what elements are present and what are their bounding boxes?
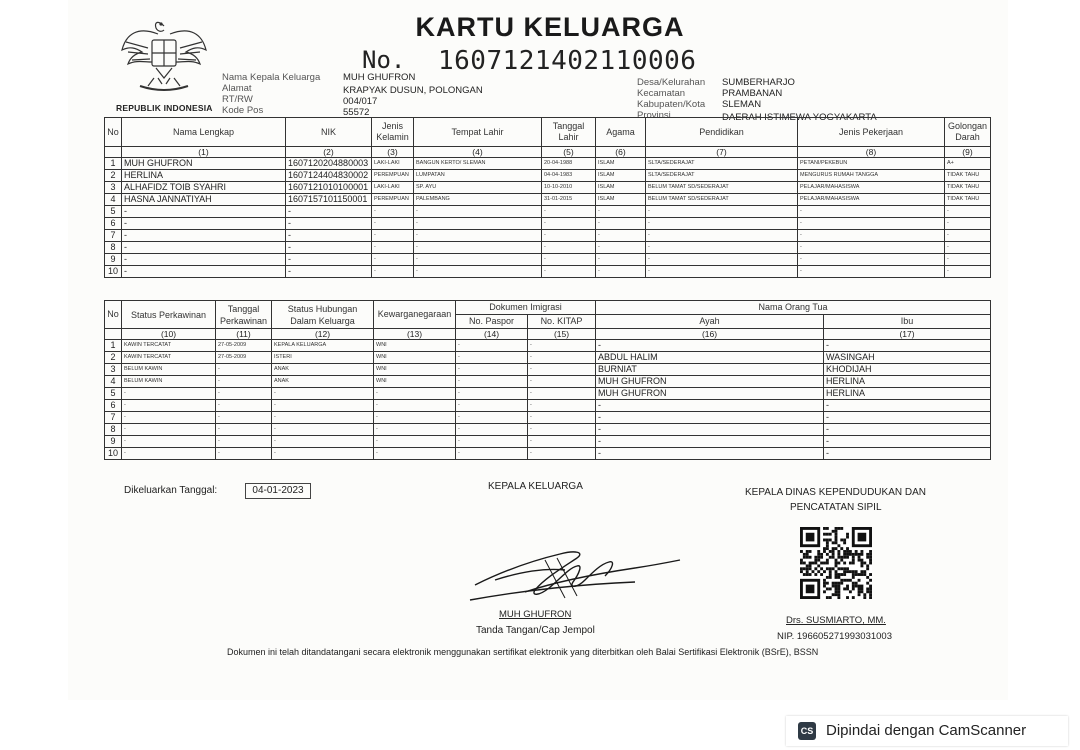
table-row	[105, 182, 991, 194]
table-cell: BANGUN KERTO/ SLEMAN	[414, 158, 542, 170]
table-cell: -	[372, 254, 414, 266]
table-cell: -	[272, 424, 374, 436]
table-cell: -	[372, 206, 414, 218]
table-cell: -	[824, 340, 991, 352]
header-label-provinsi: Provinsi	[637, 110, 671, 121]
table-cell: 5	[105, 388, 122, 400]
table-cell: -	[122, 436, 216, 448]
table-cell: -	[286, 254, 372, 266]
col-header-jenis-pekerjaan: Jenis Pekerjaan	[798, 118, 945, 147]
header-label-desa: Desa/Kelurahan	[637, 77, 706, 88]
table-cell: -	[542, 242, 596, 254]
table-cell: HERLINA	[824, 376, 991, 388]
table-cell: -	[528, 364, 596, 376]
table-cell: -	[414, 266, 542, 278]
table-cell: HERLINA	[824, 388, 991, 400]
table-cell: -	[374, 400, 456, 412]
table-row	[105, 352, 991, 364]
col-index: (16)	[596, 329, 824, 340]
table-cell: -	[528, 340, 596, 352]
table-cell: 04-04-1983	[542, 170, 596, 182]
table-cell: -	[122, 230, 286, 242]
table-cell: -	[414, 230, 542, 242]
table-cell: -	[414, 242, 542, 254]
table-cell: -	[542, 254, 596, 266]
table-row	[105, 158, 991, 170]
col-header-status-perkawinan: Status Perkawinan	[122, 301, 216, 329]
table-cell: -	[272, 436, 374, 448]
table-cell: 1	[105, 340, 122, 352]
col-index: (7)	[646, 147, 798, 158]
table-cell: KAWIN TERCATAT	[122, 352, 216, 364]
camscanner-icon: CS	[798, 722, 816, 740]
table-cell: 3	[105, 182, 122, 194]
table-cell: 20-04-1988	[542, 158, 596, 170]
table-cell: -	[216, 400, 272, 412]
table-cell: -	[528, 352, 596, 364]
column-index-row	[105, 147, 991, 158]
table-cell: -	[798, 254, 945, 266]
table-cell: LAKI-LAKI	[372, 182, 414, 194]
table-cell: 2	[105, 352, 122, 364]
table-cell: -	[456, 424, 528, 436]
table-cell: -	[945, 230, 991, 242]
col-index: (8)	[798, 147, 945, 158]
table-cell: -	[798, 242, 945, 254]
table-cell: MUH GHUFRON	[596, 376, 824, 388]
table-cell: 4	[105, 376, 122, 388]
col-index: (9)	[945, 147, 991, 158]
col-index: (13)	[374, 329, 456, 340]
table-cell: BURNIAT	[596, 364, 824, 376]
table-cell: -	[122, 206, 286, 218]
table-cell: MUH GHUFRON	[596, 388, 824, 400]
col-header-nama-orang-tua: Nama Orang Tua	[596, 301, 991, 315]
table-cell: -	[646, 266, 798, 278]
table-cell: -	[272, 388, 374, 400]
table-cell: -	[286, 206, 372, 218]
col-header-nama: Nama Lengkap	[122, 118, 286, 147]
table-cell: -	[456, 412, 528, 424]
table-cell: -	[272, 448, 374, 460]
table-cell: 31-01-2015	[542, 194, 596, 206]
col-index: (15)	[528, 329, 596, 340]
table-cell: -	[456, 400, 528, 412]
table-cell: -	[122, 448, 216, 460]
col-header-kitap: No. KITAP	[528, 315, 596, 329]
table-cell: ISLAM	[596, 182, 646, 194]
table-cell: -	[646, 242, 798, 254]
table-row	[105, 170, 991, 182]
table-cell: 8	[105, 424, 122, 436]
table-cell: -	[374, 424, 456, 436]
table-cell: SLTA/SEDERAJAT	[646, 170, 798, 182]
table-cell: ALHAFIDZ TOIB SYAHRI	[122, 182, 286, 194]
family-members-table	[104, 117, 991, 278]
table-cell: -	[216, 436, 272, 448]
table-row	[105, 448, 991, 460]
table-cell: -	[216, 424, 272, 436]
table-cell: -	[596, 424, 824, 436]
table-cell: -	[456, 364, 528, 376]
table-cell: 8	[105, 242, 122, 254]
col-index: (11)	[216, 329, 272, 340]
camscanner-label: Dipindai dengan CamScanner	[826, 722, 1027, 739]
table-cell: -	[824, 424, 991, 436]
table-cell: ISLAM	[596, 194, 646, 206]
table-cell: -	[798, 218, 945, 230]
table-row	[105, 424, 991, 436]
header-label-kodepos: Kode Pos	[222, 105, 264, 116]
table-row	[105, 218, 991, 230]
table-cell: -	[122, 254, 286, 266]
table-cell: -	[798, 230, 945, 242]
table-cell: LAKI-LAKI	[372, 158, 414, 170]
dinas-official-name: Drs. SUSMIARTO, MM.	[786, 615, 886, 626]
table-row	[105, 388, 991, 400]
table-cell: -	[596, 218, 646, 230]
table-row	[105, 400, 991, 412]
table-cell: -	[456, 340, 528, 352]
table-row	[105, 436, 991, 448]
table-cell: -	[122, 388, 216, 400]
table-cell: BELUM TAMAT SD/SEDERAJAT	[646, 194, 798, 206]
table-cell: 27-05-2009	[216, 340, 272, 352]
table-cell: PALEMBANG	[414, 194, 542, 206]
col-index: (14)	[456, 329, 528, 340]
e-signature-disclaimer: Dokumen ini telah ditandatangani secara elektronik menggunakan sertifikat elektronik yang diterbitkan oleh Balai Sertifikasi Elektronik (BSrE), BSSN	[227, 647, 819, 657]
table-cell: -	[216, 364, 272, 376]
header-value-kecamatan: PRAMBANAN	[722, 88, 783, 99]
document-title: KARTU KELUARGA	[415, 12, 685, 42]
table-cell: TIDAK TAHU	[945, 194, 991, 206]
header-value-kepala: MUH GHUFRON	[343, 72, 416, 83]
table-cell: -	[824, 436, 991, 448]
table-cell: -	[414, 206, 542, 218]
table-cell: -	[945, 206, 991, 218]
table-cell: -	[824, 400, 991, 412]
table-row	[105, 364, 991, 376]
table-cell: -	[798, 266, 945, 278]
table-cell: BELUM KAWIN	[122, 364, 216, 376]
table-cell: -	[542, 206, 596, 218]
table-cell: PEREMPUAN	[372, 170, 414, 182]
dinas-title-line1: KEPALA DINAS KEPENDUDUKAN DAN	[745, 487, 926, 498]
table-cell: PELAJAR/MAHASISWA	[798, 182, 945, 194]
table-cell: 1607120204880003	[286, 158, 372, 170]
table-cell: -	[456, 436, 528, 448]
table-cell: -	[216, 448, 272, 460]
table-cell: ISTERI	[272, 352, 374, 364]
col-index: (17)	[824, 329, 991, 340]
table-cell: 10-10-2010	[542, 182, 596, 194]
table-cell: A+	[945, 158, 991, 170]
col-index: (6)	[596, 147, 646, 158]
table-cell: -	[528, 436, 596, 448]
issued-date: 04-01-2023	[245, 483, 311, 499]
table-row	[105, 230, 991, 242]
table-cell: SLTA/SEDERAJAT	[646, 158, 798, 170]
table-cell: -	[216, 388, 272, 400]
table-cell: -	[122, 266, 286, 278]
column-index-row	[105, 329, 991, 340]
table-cell: -	[528, 376, 596, 388]
table-cell: 7	[105, 230, 122, 242]
col-header-nik: NIK	[286, 118, 372, 147]
col-index: (1)	[122, 147, 286, 158]
table-cell: -	[414, 254, 542, 266]
table-cell: -	[122, 424, 216, 436]
table-cell: PETANI/PEKEBUN	[798, 158, 945, 170]
col-header-golongan-darah: Golongan Darah	[945, 118, 991, 147]
table-cell: -	[596, 206, 646, 218]
table-cell: -	[286, 218, 372, 230]
table-cell: -	[528, 424, 596, 436]
col-header-tanggal-lahir: Tanggal Lahir	[542, 118, 596, 147]
family-status-table	[104, 300, 991, 460]
table-row	[105, 340, 991, 352]
table-cell: -	[824, 412, 991, 424]
table-cell: 9	[105, 436, 122, 448]
table-cell: -	[596, 254, 646, 266]
signature-caption: Tanda Tangan/Cap Jempol	[476, 625, 595, 636]
col-header-tanggal-perkawinan: Tanggal Perkawinan	[216, 301, 272, 329]
table-cell: -	[596, 340, 824, 352]
country-label: REPUBLIK INDONESIA	[116, 103, 213, 113]
table-cell: BELUM TAMAT SD/SEDERAJAT	[646, 182, 798, 194]
issued-label: Dikeluarkan Tanggal:	[124, 485, 218, 496]
table-cell: -	[945, 254, 991, 266]
header-value-kodepos: 55572	[343, 107, 370, 118]
table-row	[105, 266, 991, 278]
table-cell: ANAK	[272, 376, 374, 388]
table-cell: -	[646, 230, 798, 242]
header-value-kabupaten: SLEMAN	[722, 99, 762, 110]
table-row	[105, 254, 991, 266]
table-cell: -	[596, 436, 824, 448]
table-cell: 10	[105, 448, 122, 460]
dinas-official-nip: NIP. 196605271993031003	[777, 631, 892, 642]
table-cell: 1607157101150001	[286, 194, 372, 206]
table-cell: -	[945, 242, 991, 254]
col-header-ayah: Ayah	[596, 315, 824, 329]
table-cell: -	[456, 376, 528, 388]
table-cell: -	[528, 412, 596, 424]
table-cell: -	[122, 218, 286, 230]
table-cell: TIDAK TAHU	[945, 182, 991, 194]
table-cell: -	[596, 448, 824, 460]
table-cell: -	[542, 230, 596, 242]
qr-code	[800, 527, 872, 599]
header-value-alamat: KRAPYAK DUSUN, POLONGAN	[343, 85, 483, 96]
header-label-kepala: Nama Kepala Keluarga	[222, 72, 321, 83]
table-cell: -	[122, 400, 216, 412]
table-cell: -	[596, 266, 646, 278]
table-cell: MUH GHUFRON	[122, 158, 286, 170]
table-cell: -	[122, 412, 216, 424]
col-header-no: No	[105, 118, 122, 147]
table-cell: -	[456, 448, 528, 460]
table-cell: -	[216, 376, 272, 388]
table-cell: PEREMPUAN	[372, 194, 414, 206]
kk-number-label: No.	[362, 46, 406, 74]
table-cell: LUMPATAN	[414, 170, 542, 182]
header-label-rtrw: RT/RW	[222, 94, 253, 105]
col-index: (3)	[372, 147, 414, 158]
table-cell: 6	[105, 218, 122, 230]
table-cell: 10	[105, 266, 122, 278]
kk-number: 1607121402110006	[438, 46, 697, 76]
table-cell: PELAJAR/MAHASISWA	[798, 194, 945, 206]
table-cell: 1607121010100001	[286, 182, 372, 194]
table-cell: MENGURUS RUMAH TANGGA	[798, 170, 945, 182]
table-cell: -	[945, 218, 991, 230]
table-cell: WNI	[374, 364, 456, 376]
table-cell: ANAK	[272, 364, 374, 376]
table-cell: -	[456, 352, 528, 364]
kepala-keluarga-title: KEPALA KELUARGA	[488, 481, 583, 492]
table-cell: -	[286, 230, 372, 242]
table-cell: WNI	[374, 376, 456, 388]
header-label-kecamatan: Kecamatan	[637, 88, 686, 99]
table-cell: -	[216, 412, 272, 424]
header-value-provinsi: DAERAH ISTIMEWA YOGYAKARTA	[722, 112, 877, 123]
table-cell: -	[528, 400, 596, 412]
table-cell: -	[272, 412, 374, 424]
table-cell: HERLINA	[122, 170, 286, 182]
col-header-tempat-lahir: Tempat Lahir	[414, 118, 542, 147]
table-cell: -	[122, 242, 286, 254]
col-index: (10)	[122, 329, 216, 340]
table-cell: 1607124404830002	[286, 170, 372, 182]
table-cell: -	[286, 242, 372, 254]
table-cell: -	[414, 218, 542, 230]
table-cell: -	[596, 412, 824, 424]
table-cell: SP. AYU	[414, 182, 542, 194]
table-cell: -	[542, 266, 596, 278]
table-cell: -	[596, 230, 646, 242]
table-cell: -	[646, 254, 798, 266]
header-label-alamat: Alamat	[222, 83, 252, 94]
table-cell: KAWIN TERCATAT	[122, 340, 216, 352]
table-row	[105, 194, 991, 206]
table-cell: 6	[105, 400, 122, 412]
col-index: (2)	[286, 147, 372, 158]
table-cell: ISLAM	[596, 158, 646, 170]
table-cell: BELUM KAWIN	[122, 376, 216, 388]
table-cell: WASINGAH	[824, 352, 991, 364]
table-cell: -	[596, 400, 824, 412]
table-cell: 3	[105, 364, 122, 376]
table-cell: 7	[105, 412, 122, 424]
col-header-jenis-kelamin: Jenis Kelamin	[372, 118, 414, 147]
table-cell: -	[374, 436, 456, 448]
table-cell: KHODIJAH	[824, 364, 991, 376]
table-cell: -	[596, 242, 646, 254]
table-cell: -	[798, 206, 945, 218]
table-cell: TIDAK TAHU	[945, 170, 991, 182]
table-cell: -	[646, 206, 798, 218]
col-index: (4)	[414, 147, 542, 158]
table-cell: WNI	[374, 352, 456, 364]
camscanner-watermark	[786, 716, 1068, 746]
table-cell: -	[372, 218, 414, 230]
table-cell: -	[272, 400, 374, 412]
table-cell: -	[542, 218, 596, 230]
table-cell: -	[286, 266, 372, 278]
table-cell: -	[374, 412, 456, 424]
table-cell: -	[456, 388, 528, 400]
table-cell: KEPALA KELUARGA	[272, 340, 374, 352]
table-cell: -	[824, 448, 991, 460]
col-index: (12)	[272, 329, 374, 340]
col-header-pendidikan: Pendidikan	[646, 118, 798, 147]
table-cell: ISLAM	[596, 170, 646, 182]
table-cell: -	[374, 448, 456, 460]
header-value-rtrw: 004/017	[343, 96, 378, 107]
table-row	[105, 412, 991, 424]
table-cell: -	[528, 388, 596, 400]
signature-image	[465, 540, 685, 610]
table-cell: 9	[105, 254, 122, 266]
table-cell: -	[945, 266, 991, 278]
table-cell: 4	[105, 194, 122, 206]
col-header-no: No	[105, 301, 122, 329]
table-cell: 1	[105, 158, 122, 170]
table-cell: -	[528, 448, 596, 460]
col-header-dokumen-imigrasi: Dokumen Imigrasi	[456, 301, 596, 315]
col-header-agama: Agama	[596, 118, 646, 147]
table-cell: 5	[105, 206, 122, 218]
table-cell: HASNA JANNATIYAH	[122, 194, 286, 206]
col-header-kewarganegaraan: Kewarganegaraan	[374, 301, 456, 329]
table-cell: -	[646, 218, 798, 230]
table-cell: -	[372, 242, 414, 254]
kepala-keluarga-name: MUH GHUFRON	[499, 609, 572, 620]
table-cell: 27-05-2009	[216, 352, 272, 364]
table-row	[105, 376, 991, 388]
col-index: (5)	[542, 147, 596, 158]
col-header-paspor: No. Paspor	[456, 315, 528, 329]
header-label-kabupaten: Kabupaten/Kota	[637, 99, 706, 110]
table-cell: WNI	[374, 340, 456, 352]
dinas-title-line2: PENCATATAN SIPIL	[790, 502, 882, 513]
col-header-ibu: Ibu	[824, 315, 991, 329]
table-cell: -	[374, 388, 456, 400]
header-value-desa: SUMBERHARJO	[722, 77, 795, 88]
col-header-hubungan: Status Hubungan Dalam Keluarga	[272, 301, 374, 329]
table-cell: ABDUL HALIM	[596, 352, 824, 364]
table-row	[105, 206, 991, 218]
table-row	[105, 242, 991, 254]
table-cell: -	[372, 266, 414, 278]
table-cell: 2	[105, 170, 122, 182]
table-cell: -	[372, 230, 414, 242]
